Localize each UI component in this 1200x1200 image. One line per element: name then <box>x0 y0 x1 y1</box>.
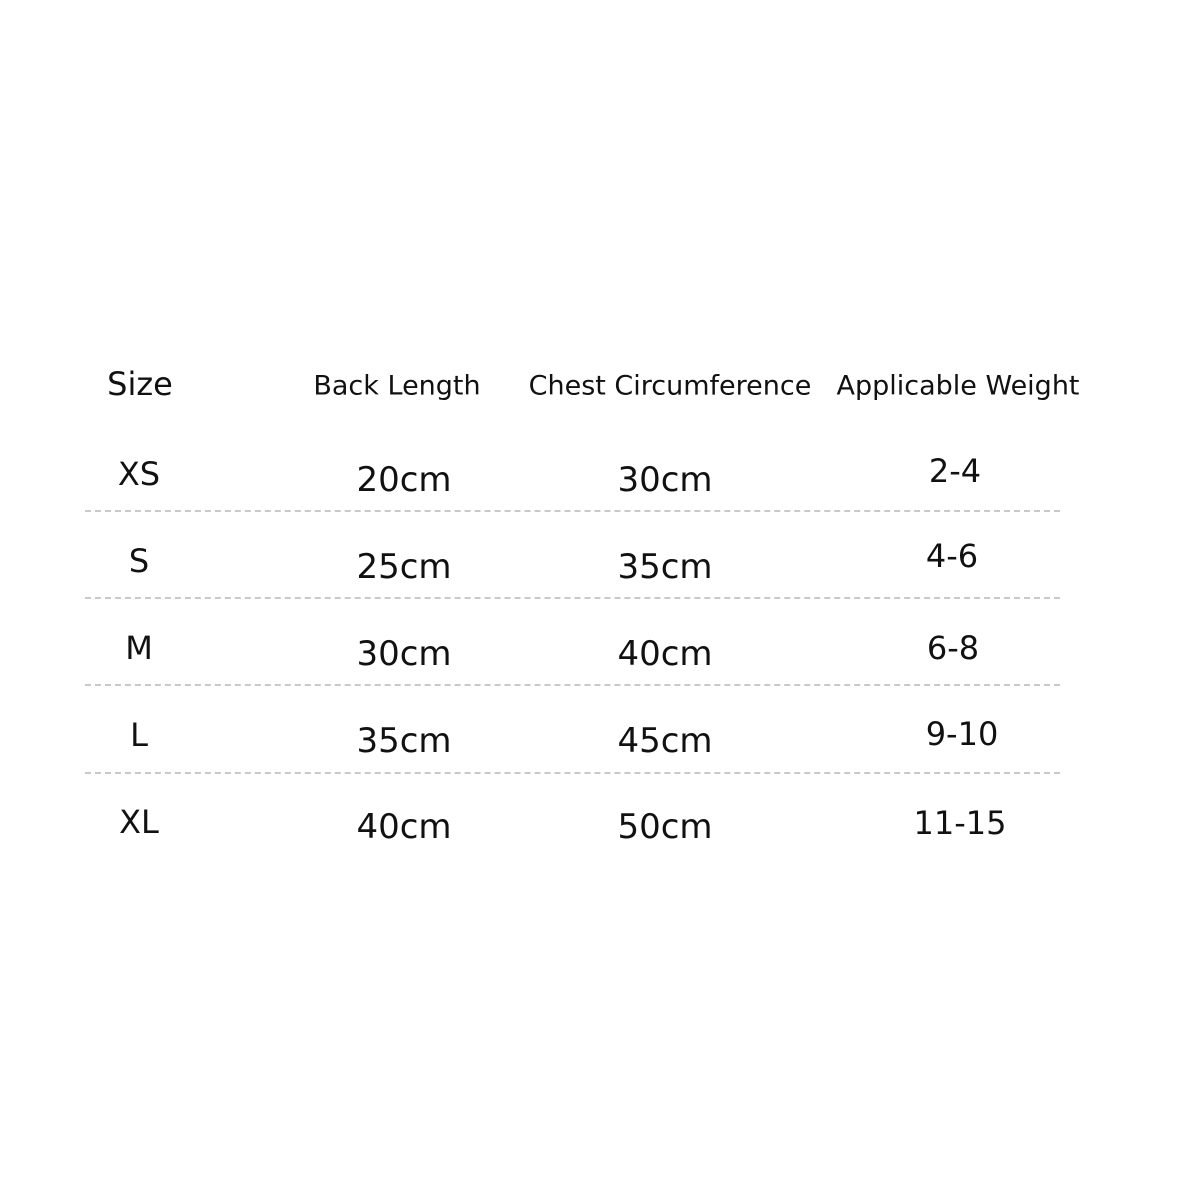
back-length-cell: 25cm <box>356 547 452 587</box>
back-length-cell: 30cm <box>356 634 452 674</box>
weight-cell: 11-15 <box>913 804 1007 842</box>
row-divider <box>85 772 1060 774</box>
size-cell: M <box>125 629 153 667</box>
size-cell: XL <box>119 803 159 841</box>
weight-cell: 4-6 <box>925 537 979 575</box>
header-back-length: Back Length <box>313 370 481 402</box>
chest-cell: 30cm <box>617 460 713 500</box>
chest-cell: 50cm <box>617 807 713 847</box>
size-cell: XS <box>117 455 161 493</box>
row-divider <box>85 510 1060 512</box>
header-applicable-weight: Applicable Weight <box>836 370 1080 402</box>
chest-cell: 45cm <box>617 721 713 761</box>
weight-cell: 2-4 <box>928 452 982 490</box>
chest-cell: 40cm <box>617 634 713 674</box>
header-chest-circumference: Chest Circumference <box>528 370 812 402</box>
row-divider <box>85 597 1060 599</box>
back-length-cell: 20cm <box>356 460 452 500</box>
size-cell: L <box>130 716 148 754</box>
back-length-cell: 40cm <box>356 807 452 847</box>
row-divider <box>85 684 1060 686</box>
back-length-cell: 35cm <box>356 721 452 761</box>
weight-cell: 9-10 <box>925 715 999 753</box>
size-cell: S <box>128 542 150 580</box>
chest-cell: 35cm <box>617 547 713 587</box>
header-size: Size <box>107 365 173 403</box>
weight-cell: 6-8 <box>926 629 980 667</box>
